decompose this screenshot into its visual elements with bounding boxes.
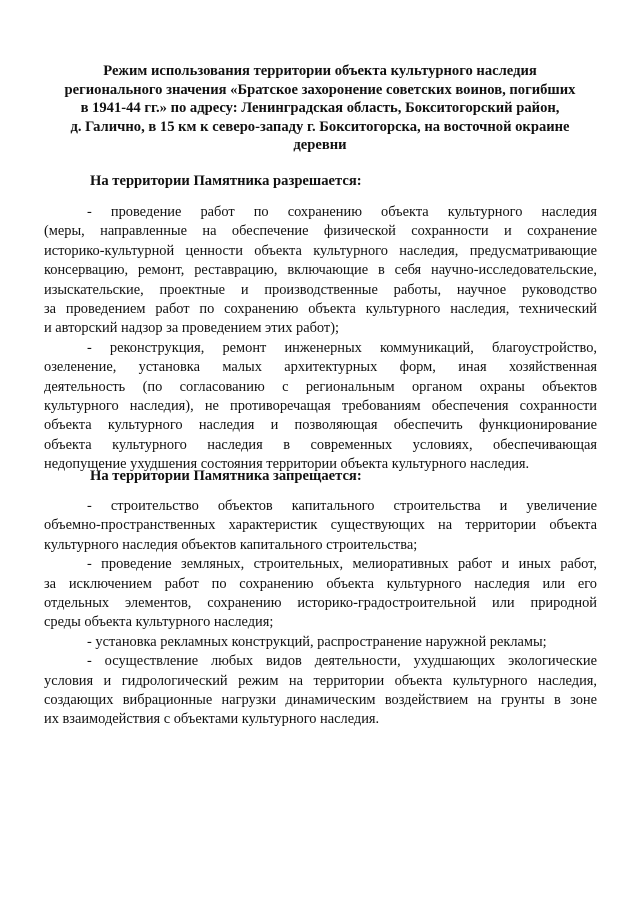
text-line: объекта культурного наследия в современных условиях, обеспечивающая	[44, 436, 597, 453]
text-line: - осуществление любых видов деятельности, ухудшающих экологические	[87, 653, 597, 670]
text-line: объемно-пространственных характеристик существующих на территории объекта	[44, 517, 597, 534]
forbidden-item-4	[44, 652, 597, 730]
allowed-item-2	[44, 339, 597, 475]
allowed-item-1	[44, 203, 597, 339]
text-line: изыскательские, проектные и производственные работы, научное руководство	[44, 281, 597, 298]
title-line: д. Галично, в 15 км к северо-западу г. Бокситогорска, на восточной окраине	[70, 118, 570, 135]
text-line: их взаимодействия с объектами культурного наследия.	[44, 711, 380, 728]
text-line: - строительство объектов капитального строительства и увеличение	[87, 498, 597, 514]
text-line: и авторский надзор за проведением этих работ);	[44, 320, 339, 337]
text-line: за проведением работ по сохранению объекта культурного наследия, технический	[44, 301, 597, 318]
text-line: за исключением работ по сохранению объекта культурного наследия или его	[44, 575, 597, 592]
text-line: консервацию, ремонт, реставрацию, включающие в себя научно-исследовательские,	[44, 262, 597, 279]
text-line: - проведение работ по сохранению объекта культурного наследия	[87, 204, 597, 220]
title-line: деревни	[293, 137, 347, 154]
forbidden-item-3	[44, 633, 597, 652]
text-line: - реконструкция, ремонт инженерных коммуникаций, благоустройство,	[87, 339, 597, 356]
text-line: историко-культурной ценности объекта культурного наследия, предусматривающие	[44, 242, 597, 259]
title-line: Режим использования территории объекта культурного наследия	[103, 63, 537, 79]
forbidden-item-1	[44, 497, 597, 555]
text-line: деятельность (по согласованию с региональным органом охраны объектов	[44, 378, 597, 395]
text-line: культурного наследия объектов капитального строительства;	[44, 536, 418, 553]
text-line: условия и гидрологический режим на территории объекта культурного наследия,	[44, 672, 597, 689]
text-line: недопущение ухудшения состояния территории объекта культурного наследия.	[44, 456, 530, 473]
allowed-section	[44, 203, 597, 475]
document-title	[40, 62, 600, 155]
forbidden-item-2	[44, 555, 597, 633]
allowed-heading: На территории Памятника разрешается:	[90, 173, 362, 189]
text-line: озеленение, установка малых архитектурных форм, иная хозяйственная	[44, 359, 597, 376]
text-line: создающих вибрационные нагрузки динамическим воздействием на грунты в зоне	[44, 692, 597, 709]
text-line: объекта культурного наследия и позволяющая обеспечить функционирование	[44, 417, 597, 434]
text-line: среды объекта культурного наследия;	[44, 614, 274, 631]
forbidden-heading: На территории Памятника запрещается:	[90, 468, 362, 484]
text-line: - установка рекламных конструкций, распространение наружной рекламы;	[87, 633, 547, 650]
title-line: в 1941-44 гг.» по адресу: Ленинградская область, Бокситогорский район,	[80, 100, 560, 117]
forbidden-section	[44, 497, 597, 730]
text-line: - проведение земляных, строительных, мелиоративных работ и иных работ,	[87, 556, 597, 573]
text-line: отдельных элементов, сохранению историко-градостроительной или природной	[44, 595, 597, 612]
title-line: регионального значения «Братское захоронение советских воинов, погибших	[64, 81, 576, 98]
text-line: культурного наследия), не противоречащая требованиям обеспечения сохранности	[44, 398, 597, 415]
text-line: (меры, направленные на обеспечение физической сохранности и сохранение	[44, 223, 597, 240]
